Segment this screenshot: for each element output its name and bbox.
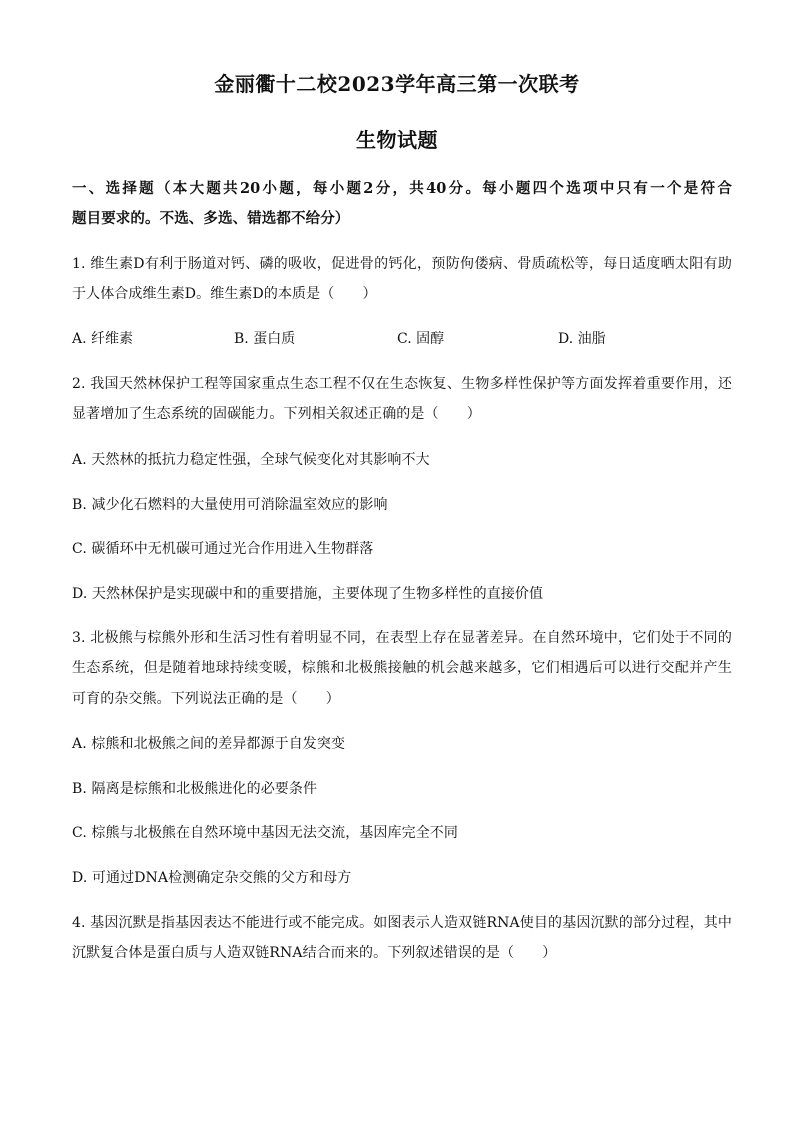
question-2-option-a: A. 天然林的抵抗力稳定性强，全球气候变化对其影响不大 [72,452,430,468]
question-1-stem-line-2: 于人体合成维生素D。维生素D的本质是（ ） [72,286,377,302]
question-3-option-c: C. 棕熊与北极熊在自然环境中基因无法交流，基因库完全不同 [72,825,459,841]
question-1-option-b: B. 蛋白质 [234,331,296,347]
question-2-stem-line-2: 显著增加了生态系统的固碳能力。下列相关叙述正确的是（ ） [72,406,481,422]
question-3-option-d: D. 可通过DNA检测确定杂交熊的父方和母方 [72,870,352,886]
question-3-stem-line-2: 生态系统，但是随着地球持续变暖，棕熊和北极熊接触的机会越来越多，它们相遇后可以进行交配并产生 [72,660,732,676]
question-3-option-a: A. 棕熊和北极熊之间的差异都源于自发突变 [72,736,346,752]
subject-title: 生物试题 [356,128,438,152]
question-1-option-d: D. 油脂 [558,331,606,347]
question-1-stem-line-1: 1. 维生素D有利于肠道对钙、磷的吸收，促进骨的钙化，预防佝偻病、骨质疏松等，每日适度晒太阳有助 [72,256,732,272]
question-2-option-c: C. 碳循环中无机碳可通过光合作用进入生物群落 [72,541,374,557]
exam-title: 金丽衢十二校2023学年高三第一次联考 [214,72,580,96]
question-4-stem-line-1: 4. 基因沉默是指基因表达不能进行或不能完成。如图表示人造双链RNA使目的基因沉默的部分过程，其中 [72,915,732,931]
question-4-stem-line-2: 沉默复合体是蛋白质与人造双链RNA结合而来的。下列叙述错误的是（ ） [72,945,557,961]
question-3-stem-line-3: 可育的杂交熊。下列说法正确的是（ ） [72,691,340,707]
question-1-option-a: A. 纤维素 [72,331,134,347]
question-3-option-b: B. 隔离是棕熊和北极熊进化的必要条件 [72,781,318,797]
section-heading-line-2: 题目要求的。不选、多选、错选都不给分） [72,210,350,227]
question-1-option-c: C. 固醇 [397,331,445,347]
section-heading-line-1: 一、选择题（本大题共20小题，每小题2分，共40分。每小题四个选项中只有一个是符合 [72,180,732,197]
question-2-stem-line-1: 2. 我国天然林保护工程等国家重点生态工程不仅在生态恢复、生物多样性保护等方面发挥着重要作用，还 [72,376,732,392]
question-2-option-d: D. 天然林保护是实现碳中和的重要措施，主要体现了生物多样性的直接价值 [72,586,544,602]
question-3-stem-line-1: 3. 北极熊与棕熊外形和生活习性有着明显不同，在表型上存在显著差异。在自然环境中，它们处于不同的 [72,630,732,646]
question-2-option-b: B. 减少化石燃料的大量使用可消除温室效应的影响 [72,497,388,513]
